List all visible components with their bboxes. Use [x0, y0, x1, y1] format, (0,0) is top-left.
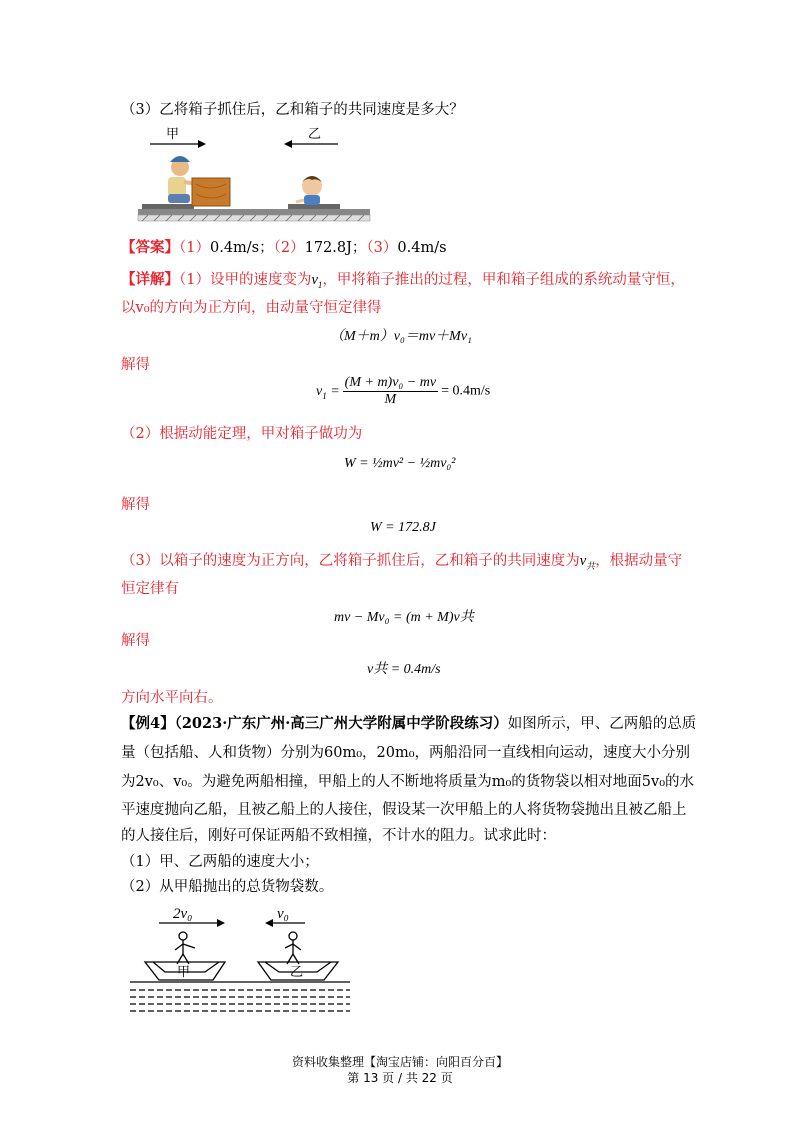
figure-boats	[125, 898, 355, 1023]
footer-source: 资料收集整理【淘宝店铺：向阳百分百】	[291, 1055, 508, 1069]
person-yi	[296, 176, 322, 205]
detail-line3: （2）根据动能定理，甲对箱子做功为	[121, 426, 363, 442]
footer-page-number: 第 13 页 / 共 22 页	[347, 1071, 453, 1085]
solve-1: 解得	[121, 357, 150, 373]
figure-box-push	[120, 122, 395, 227]
answer-value1: 0.4m/s；	[209, 240, 274, 256]
detail-line5: 恒定律有	[121, 581, 179, 597]
answer-part1: （1）	[179, 240, 210, 256]
example-4-line5: 的人接住后，刚好可保证两船不致相撞，不计水的阻力。试求此时：	[121, 828, 556, 844]
label-yi: 乙	[308, 127, 322, 142]
detail-l4a: （3）以箱子的速度为正方向，乙将箱子抓住后，乙和箱子的共同速度为	[121, 553, 580, 569]
example-tag: 【例4】	[121, 715, 175, 732]
equation-4: mv − Mv₀ = (m + M)v共	[334, 610, 474, 625]
label-jia: 甲	[166, 127, 180, 142]
answer-line	[121, 238, 447, 258]
answer-tag: 【答案】	[121, 239, 179, 256]
detail-line4: （3）以箱子的速度为正方向，乙将箱子抓住后，乙和箱子的共同速度为$v_共$，根据动量守	[121, 553, 683, 571]
detail-l4b: ，根据动量守	[595, 553, 683, 569]
direction-note: 方向水平向右。	[121, 690, 223, 706]
example-4-line1	[121, 714, 696, 734]
example-4-line4: 平速度抛向乙船，且被乙船上的人接住，假设某一次甲船上的人将货物袋抛出且被乙船上	[121, 802, 687, 818]
question-3: （3）乙将箱子抓住后，乙和箱子的共同速度是多大？	[121, 102, 464, 118]
eq2-result: = 0.4m/s	[441, 383, 491, 399]
equation-1: （M＋m）v₀＝mv＋Mv₁	[330, 329, 472, 344]
eq2-numerator: (M + m)v₀ − mv	[344, 375, 437, 390]
solve-2: 解得	[121, 497, 150, 513]
example-4-line3: 为2v₀、v₀。为避免两船相撞，甲船上的人不断地将质量为m₀的货物袋以相对地面5v₀的水	[121, 774, 695, 790]
detail-l1a: （1）设甲的速度变为	[179, 272, 312, 288]
wooden-box	[192, 178, 230, 206]
solve-3: 解得	[121, 633, 150, 649]
detail-line2: 以v₀的方向为正方向，由动量守恒定律得	[121, 300, 382, 316]
water	[130, 982, 350, 1011]
example-text1: 如图所示，甲、乙两船的总质	[507, 716, 697, 732]
velocity-label-yi: v₀	[277, 906, 289, 922]
detail-tag: 【详解】	[121, 271, 179, 288]
equation-2: $v_1$ = $\frac{\text{(M + m)v₀ − mv}}{M}$ = 0.4m/s	[316, 375, 491, 407]
answer-value3: 0.4m/s	[397, 240, 447, 256]
answer-value2: 172.8J；	[304, 240, 367, 256]
stick-figure-jia	[175, 932, 195, 964]
example-q2: （2）从甲船抛出的总货物袋数。	[121, 879, 334, 895]
boat-label-yi: 乙	[290, 965, 304, 980]
example-source: （2023·广东广州·高三广州大学附属中学阶段练习）	[174, 715, 508, 732]
answer-part2: （2）	[273, 240, 305, 256]
answer-part3: （3）	[366, 240, 398, 256]
example-4-line2: 量（包括船、人和货物）分别为60m₀，20m₀，两船沿同一直线相向运动，速度大小分别	[121, 745, 691, 761]
velocity-label-jia: 2v₀	[173, 906, 193, 922]
equation-3: W = ½mv² − ½mv₀²	[344, 456, 456, 471]
eq2-denominator: M	[384, 392, 397, 407]
example-q1: （1）甲、乙两船的速度大小；	[121, 854, 319, 870]
detail-line1: 【详解】（1）设甲的速度变为$v_1$，甲将箱子推出的过程，甲和箱子组成的系统动量守恒，	[121, 271, 685, 290]
detail-l1b: ，甲将箱子推出的过程，甲和箱子组成的系统动量守恒，	[322, 272, 685, 288]
equation-w: W = 172.8J	[370, 520, 436, 535]
equation-5: v共 = 0.4m/s	[367, 662, 441, 677]
stick-figure-yi	[285, 932, 301, 964]
boat-label-jia: 甲	[177, 965, 191, 980]
